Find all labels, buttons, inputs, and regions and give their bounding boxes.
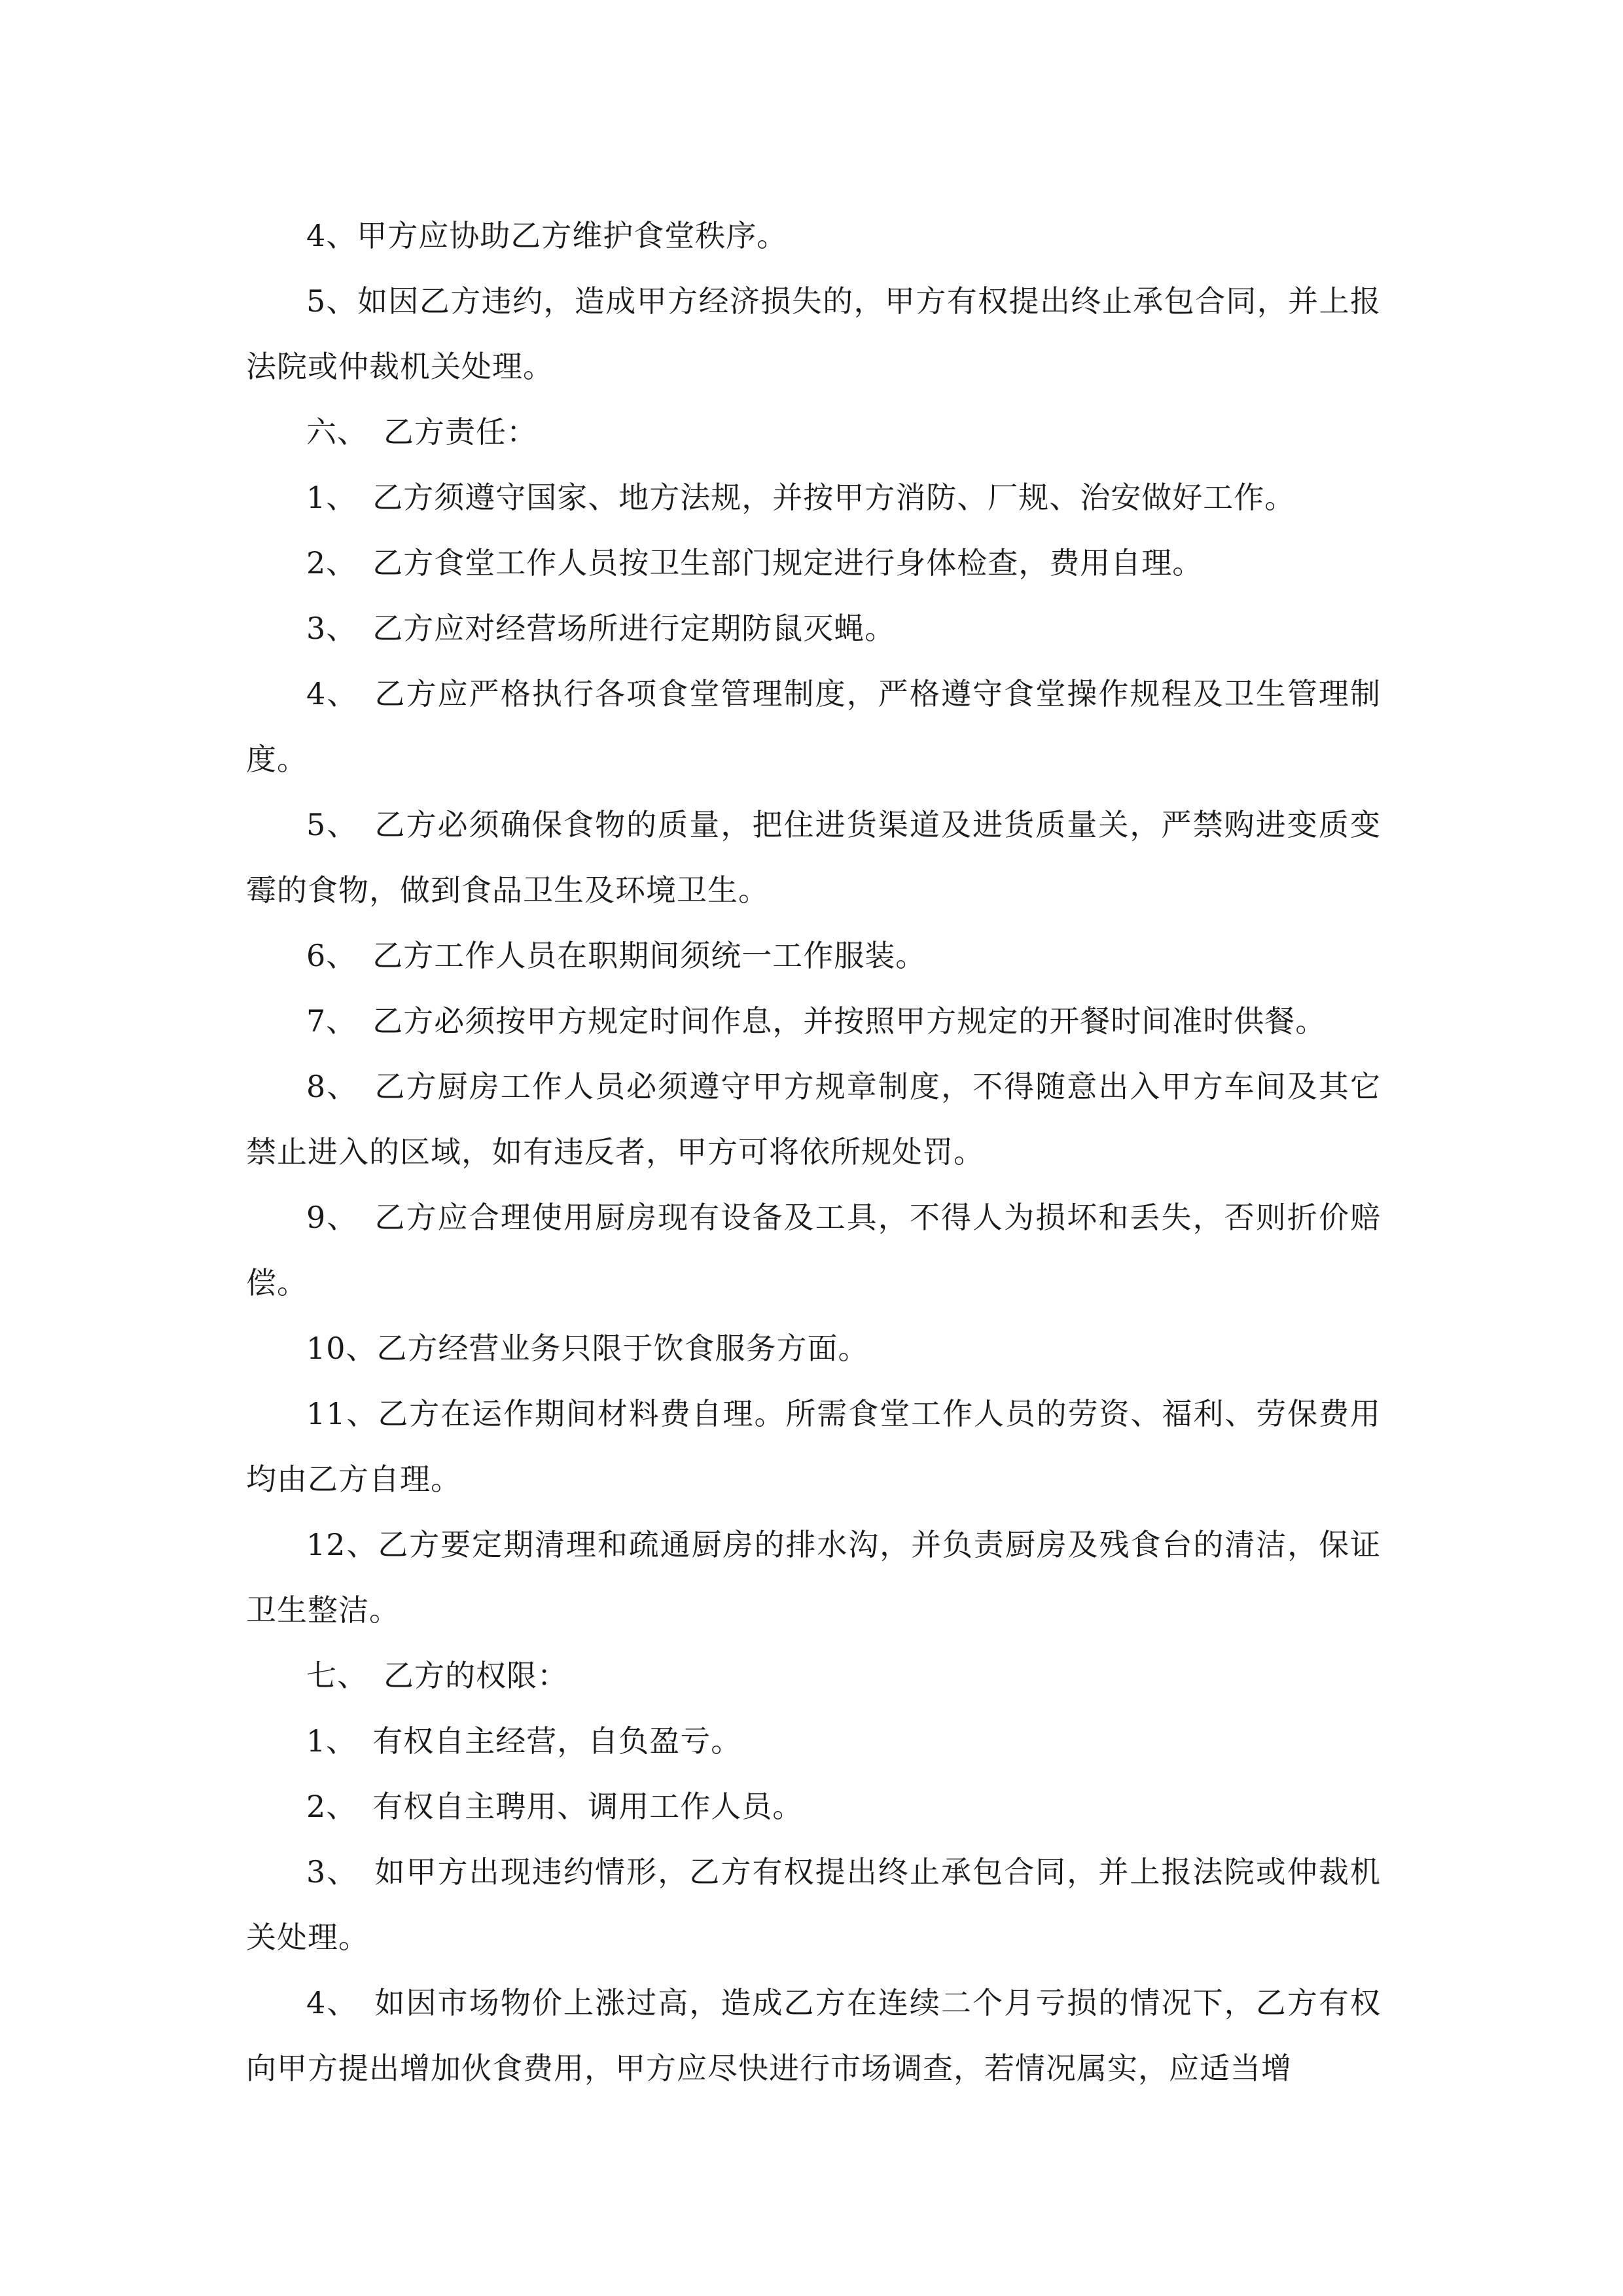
document-body bbox=[246, 203, 1381, 2101]
paragraph-duty-10: 10、乙方经营业务只限于饮食服务方面。 bbox=[306, 1331, 869, 1366]
paragraph-duty-4: 4、 乙方应严格执行各项食堂管理制度，严格遵守食堂操作规程及卫生管理制度。 bbox=[246, 676, 1381, 777]
paragraph-duty-7: 7、 乙方必须按甲方规定时间作息，并按照甲方规定的开餐时间准时供餐。 bbox=[306, 1003, 1327, 1039]
paragraph-duty-3: 3、 乙方应对经营场所进行定期防鼠灭蝇。 bbox=[306, 611, 896, 646]
paragraph-duty-11: 11、乙方在运作期间材料费自理。所需食堂工作人员的劳资、福利、劳保费用均由乙方自理。 bbox=[246, 1396, 1381, 1497]
paragraph-duty-12: 12、乙方要定期清理和疏通厨房的排水沟，并负责厨房及残食台的清洁，保证卫生整洁。 bbox=[246, 1527, 1381, 1628]
paragraph-duty-5: 5、 乙方必须确保食物的质量，把住进货渠道及进货质量关，严禁购进变质变霉的食物，做到食品卫生及环境卫生。 bbox=[246, 807, 1381, 908]
section-heading-party-b-duties: 六、 乙方责任： bbox=[306, 414, 537, 450]
paragraph-right-4: 4、 如因市场物价上涨过高，造成乙方在连续二个月亏损的情况下，乙方有权向甲方提出增加伙食费用，甲方应尽快进行市场调查，若情况属实，应适当增 bbox=[246, 1985, 1381, 2086]
paragraph-duty-6: 6、 乙方工作人员在职期间须统一工作服装。 bbox=[306, 938, 927, 973]
paragraph-duty-2: 2、 乙方食堂工作人员按卫生部门规定进行身体检查，费用自理。 bbox=[306, 545, 1204, 581]
paragraph-right-3: 3、 如甲方出现违约情形，乙方有权提出终止承包合同，并上报法院或仲裁机关处理。 bbox=[246, 1854, 1381, 1955]
paragraph-duty-9: 9、 乙方应合理使用厨房现有设备及工具，不得人为损坏和丢失，否则折价赔偿。 bbox=[246, 1200, 1381, 1300]
section-heading-party-b-rights: 七、 乙方的权限： bbox=[306, 1658, 568, 1693]
paragraph-duty-8: 8、 乙方厨房工作人员必须遵守甲方规章制度，不得随意出入甲方车间及其它禁止进入的区域，如有违反者，甲方可将依所规处罚。 bbox=[246, 1069, 1381, 1170]
paragraph-right-2: 2、 有权自主聘用、调用工作人员。 bbox=[306, 1789, 804, 1824]
paragraph-right-1: 1、 有权自主经营，自负盈亏。 bbox=[306, 1723, 742, 1759]
paragraph-canteen-order: 4、甲方应协助乙方维护食堂秩序。 bbox=[306, 218, 788, 253]
paragraph-duty-1: 1、 乙方须遵守国家、地方法规，并按甲方消防、厂规、治安做好工作。 bbox=[306, 480, 1296, 515]
paragraph-breach-loss: 5、如因乙方违约，造成甲方经济损失的，甲方有权提出终止承包合同，并上报法院或仲裁机关处理。 bbox=[246, 283, 1381, 384]
